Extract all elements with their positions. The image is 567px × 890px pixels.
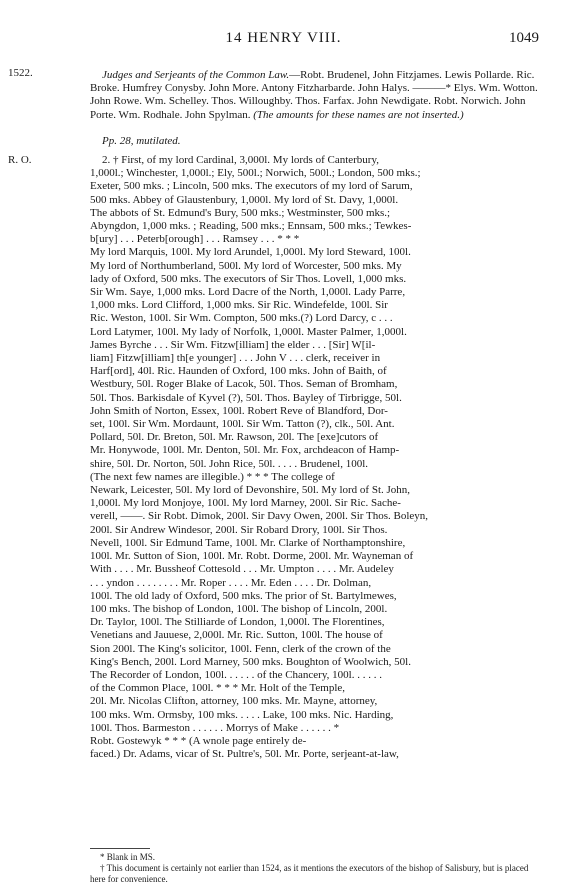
text-line: Sion 200l. The King's solicitor, 100l. Fenn, clerk of the crown of the: [90, 642, 391, 655]
text-line: liam] Fitzw[illiam] th[e younger] . . . John V . . . clerk, receiver in: [90, 352, 381, 365]
text-line: Newark, Leicester, 50l. My lord of Devonshire, 50l. My lord of St. John,: [90, 484, 411, 497]
footnotes: [90, 852, 538, 885]
text-line: Nevell, 100l. Sir Edmund Tame, 100l. Mr. Clarke of Northamptonshire,: [90, 536, 406, 549]
page-header: [0, 30, 567, 50]
text-line: Harf[ord], 40l. Ric. Haunden of Oxford, 100 mks. John of Baith, of: [90, 365, 387, 378]
text-line: 100 mks. The bishop of London, 100l. The bishop of Lincoln, 200l.: [90, 602, 388, 615]
text-line: Sir Wm. Saye, 1,000 mks. Lord Dacre of the North, 1,000l. Lady Parre,: [90, 286, 406, 299]
text-line: 500 mks. Abbey of Glaustenbury, 1,000l. My lord of St. Davy, 1,000l.: [90, 193, 399, 206]
text-line: 100l. Mr. Sutton of Sion, 100l. Mr. Robt. Dorme, 200l. Mr. Wayneman of: [90, 550, 414, 563]
text-line: My lord of Northumberland, 500l. My lord of Worcester, 500 mks. My: [90, 259, 402, 272]
text-line: The Recorder of London, 100l. . . . . . of the Chancery, 100l. . . . . .: [90, 668, 382, 681]
text-line: 100 mks. Wm. Ormsby, 100 mks. . . . . Lake, 100 mks. Nic. Harding,: [90, 708, 394, 721]
text-line: verell, ——. Sir Robt. Dimok, 200l. Sir Davy Owen, 200l. Sir Thos. Boleyn,: [90, 510, 429, 523]
year-label: 1522.: [8, 67, 33, 79]
text-line: faced.) Dr. Adams, vicar of St. Pultre's, 50l. Mr. Porte, serjeant-at-law,: [90, 748, 399, 761]
text-line: The abbots of St. Edmund's Bury, 500 mks.; Westminster, 500 mks.;: [90, 206, 391, 219]
footnote: * Blank in MS.: [100, 852, 156, 862]
entry-heading: Judges and Serjeants of the Common Law.: [102, 69, 290, 81]
text-line: My lord Marquis, 100l. My lord Arundel, 1,000l. My lord Steward, 100l.: [90, 246, 411, 259]
text-line: Exeter, 500 mks. ; Lincoln, 500 mks. The executors of my lord of Sarum,: [90, 180, 413, 193]
text-line: 1,000l.; Winchester, 1,000l.; Ely, 500l.; Norwich, 500l.; London, 500 mks.;: [90, 167, 421, 180]
text-line: With . . . . Mr. Bussheof Cottesold . . . Mr. Umpton . . . . Mr. Audeley: [90, 563, 394, 576]
entry-note: (The amounts for these names are not inserted.): [253, 108, 464, 121]
text-line: Ric. Weston, 100l. Sir Wm. Compton, 500 mks.(?) Lord Darcy, c . . .: [90, 312, 393, 325]
text-line: 200l. Sir Andrew Windesor, 200l. Sir Robard Drory, 100l. Sir Thos.: [90, 523, 388, 536]
text-line: Dr. Taylor, 100l. The Stilliarde of London, 1,000l. The Florentines,: [90, 616, 385, 629]
text-line: James Byrche . . . Sir Wm. Fitzw[illiam] the elder . . . [Sir] W[il-: [90, 338, 376, 351]
text-line: (The next few names are illegible.) * * * The college of: [90, 470, 335, 483]
entry-pages: Pp. 28, mutilated.: [102, 135, 181, 147]
text-line: 50l. Thos. Barkisdale of Kyvel (?), 50l. Thos. Bayley of Tirbrigge, 50l.: [90, 391, 402, 404]
text-line: set, 100l. Sir Wm. Mordaunt, 100l. Sir Wm. Tatton (?), clk., 50l. Ant.: [90, 418, 395, 431]
text-line: 2. † First, of my lord Cardinal, 3,000l. My lords of Canterbury,: [102, 154, 380, 166]
entry-text: —Robt. Brudenel, John Fitzjames. Lewis Pollarde. Ric. Broke. Humfrey Conysby. John More. Antony Fitzharbarde. John Halys. ———* Elys. Wm. Wotton. John Rowe. Wm. Schelley. Thos. Willoughby. Thos. Farfax. John Newdigate. Robt. Norwich. John Porte. Wm. Rodhale. John Spylman.: [90, 69, 538, 121]
page-number: 1049: [509, 30, 539, 46]
entry-subsidy-list: [90, 154, 538, 761]
text-line: 100l. Thos. Barmeston . . . . . . Morrys of Make . . . . . . *: [90, 721, 340, 734]
text-line: Westbury, 50l. Roger Blake of Lacok, 50l. Thos. Seman of Bromham,: [90, 378, 398, 391]
text-line: 1,000l. My lord Monjoye, 100l. My lord Marney, 200l. Sir Ric. Sache-: [90, 497, 401, 510]
text-line: shire, 50l. Dr. Norton, 50l. John Rice, 50l. . . . . Brudenel, 100l.: [90, 457, 369, 470]
margin-note: R. O.: [8, 154, 32, 166]
text-line: . . . yndon . . . . . . . . Mr. Roper . . . . Mr. Eden . . . . Dr. Dolman,: [90, 576, 372, 589]
text-line: King's Bench, 200l. Lord Marney, 500 mks. Boughton of Woolwich, 50l.: [90, 655, 411, 668]
text-line: Venetians and Jauuese, 2,000l. Mr. Ric. Sutton, 100l. The house of: [90, 629, 383, 642]
entry-judges: [90, 69, 538, 122]
text-line: Lord Latymer, 100l. My lady of Norfolk, 1,000l. Master Palmer, 1,000l.: [90, 325, 407, 338]
text-line: Mr. Honywode, 100l. Mr. Denton, 50l. Mr. Fox, archdeacon of Hamp-: [90, 444, 400, 457]
text-line: Pollard, 50l. Dr. Breton, 50l. Mr. Rawson, 20l. The [exe]cutors of: [90, 431, 379, 444]
text-line: b[ury] . . . Peterb[orough] . . . Ramsey . . . * * *: [90, 233, 300, 246]
text-line: lady of Oxford, 500 mks. The executors of Sir Thos. Lovell, 1,000 mks.: [90, 272, 407, 285]
text-line: Abyngdon, 1,000 mks. ; Reading, 500 mks.; Ennsam, 500 mks.; Tewkes-: [90, 220, 412, 233]
text-line: John Smith of Norton, Essex, 100l. Robert Reve of Blandford, Dor-: [90, 404, 388, 417]
text-line: 20l. Mr. Nicolas Clifton, attorney, 100 mks. Mr. Mayne, attorney,: [90, 695, 378, 708]
footnote-rule: [90, 848, 150, 849]
text-line: Robt. Gostewyk * * * (A wnole page entirely de-: [90, 734, 307, 747]
text-line: of the Common Place, 100l. * * * Mr. Holt of the Temple,: [90, 682, 346, 695]
text-line: 1,000 mks. Lord Clifford, 1,000 mks. Sir Ric. Windefelde, 100l. Sir: [90, 299, 388, 312]
running-title: 14 HENRY VIII.: [225, 30, 342, 46]
text-line: 100l. The old lady of Oxford, 500 mks. The prior of St. Bartylmewes,: [90, 589, 397, 602]
footnote: † This document is certainly not earlier than 1524, as it mentions the executors of the bishop of Salisbury, but is placed here for convenience.: [90, 863, 529, 884]
